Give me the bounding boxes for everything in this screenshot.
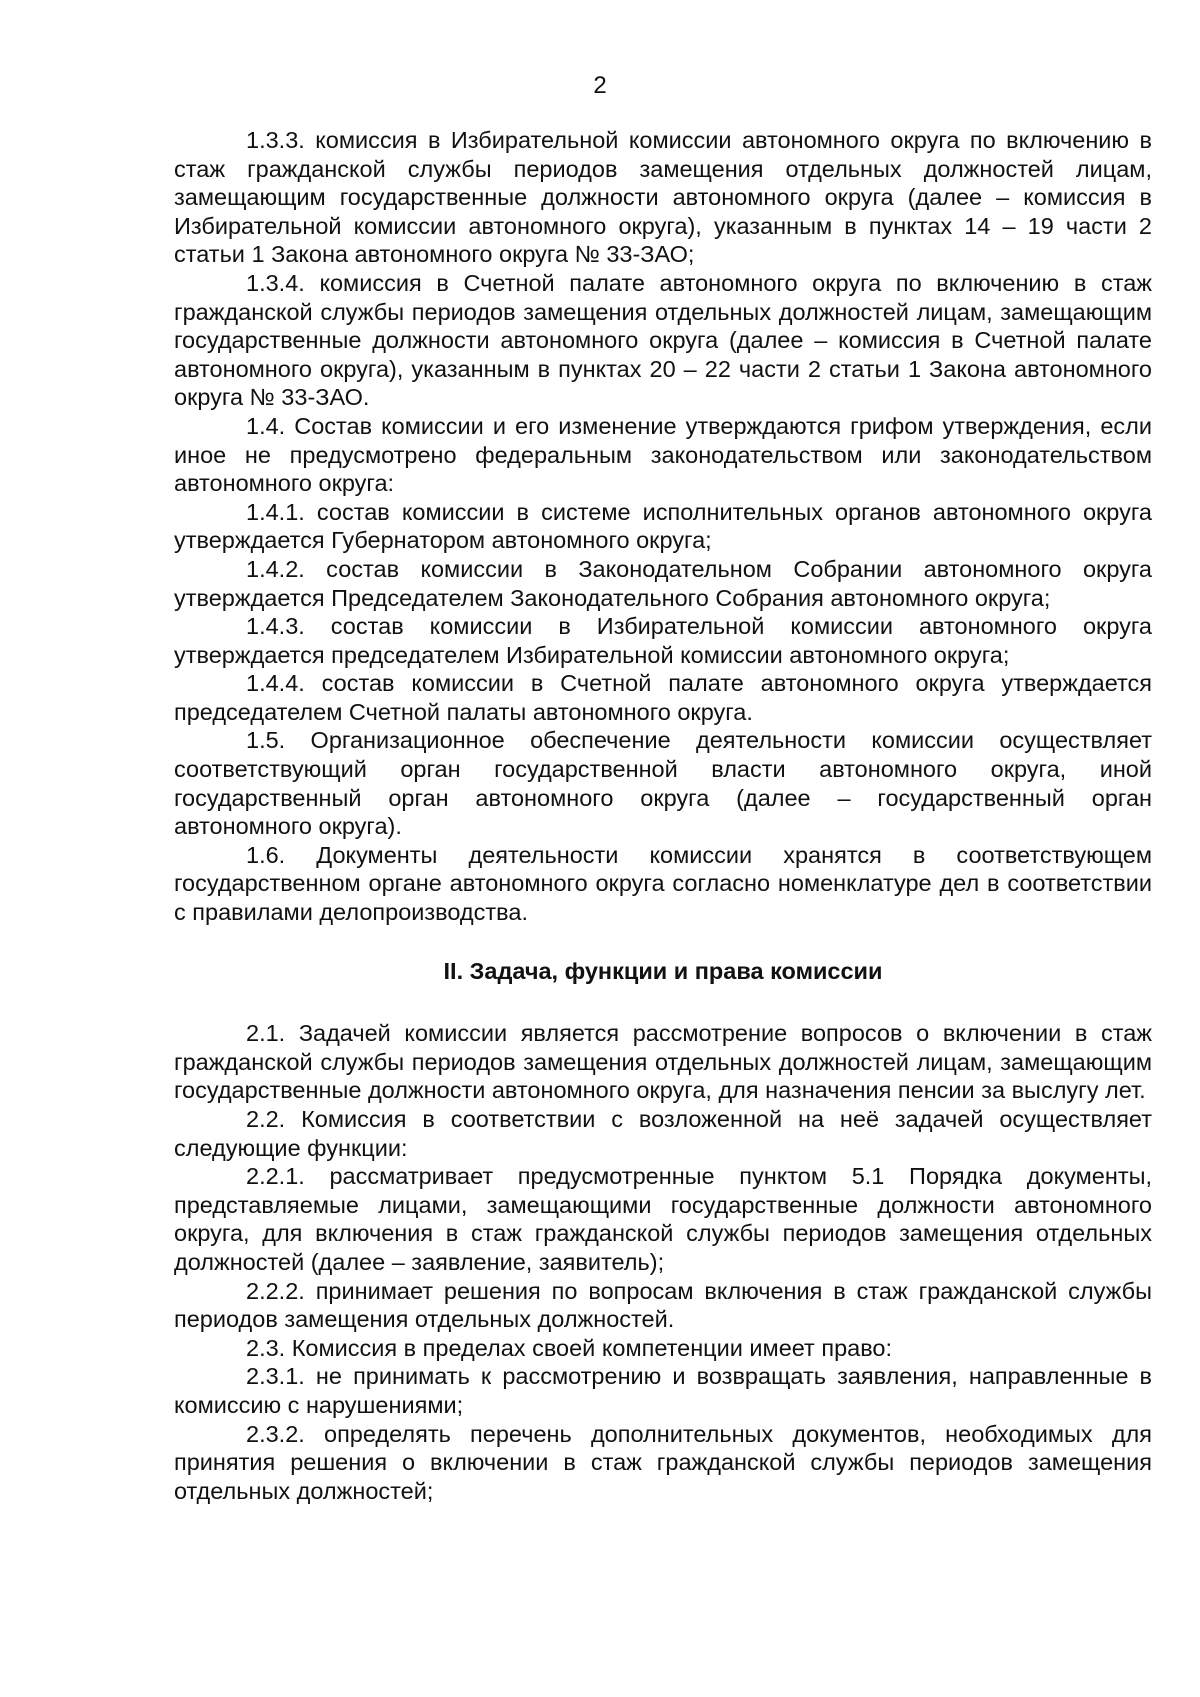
page-number: 2 <box>593 72 607 99</box>
paragraph-2-2: 2.2. Комиссия в соответствии с возложенной на неё задачей осуществляет следующие функции: <box>174 1106 1152 1161</box>
paragraph-1-4-2: 1.4.2. состав комиссии в Законодательном Собрании автономного округа утверждается Председателем Законодательного Собрания автономного округа; <box>174 555 1152 611</box>
paragraph-1-3-3: 1.3.3. комиссия в Избирательной комиссии автономного округа по включению в стаж гражданской службы периодов замещения отдельных должностей лицам, замещающим государственные должности автономного округа (далее – комиссия в Избирательной комиссии автономного округа), указанным в пунктах 14 – 19 части 2 статьи 1 Закона автономного округа № 33-ЗАО; <box>174 127 1152 268</box>
paragraph-2-2-2: 2.2.2. принимает решения по вопросам включения в стаж гражданской службы периодов замещения отдельных должностей. <box>174 1277 1152 1333</box>
paragraph-1-3-4: 1.3.4. комиссия в Счетной палате автономного округа по включению в стаж гражданской службы периодов замещения отдельных должностей лицам, замещающим государственные должности автономного округа (далее – комиссия в Счетной палате автономного округа), указанным в пунктах 20 – 22 части 2 статьи 1 Закона автономного округа № 33-ЗАО. <box>174 269 1152 411</box>
paragraph-1-4-4: 1.4.4. состав комиссии в Счетной палате автономного округа утверждается председателем Счетной палаты автономного округа. <box>174 670 1152 725</box>
paragraph-2-3-1: 2.3.1. не принимать к рассмотрению и возвращать заявления, направленные в комиссию с нарушениями; <box>174 1363 1152 1418</box>
paragraph-2-1: 2.1. Задачей комиссии является рассмотрение вопросов о включении в стаж гражданской службы периодов замещения отдельных должностей лицам, замещающим государственные должности автономного округа, для назначения пенсии за выслугу лет. <box>174 1020 1152 1104</box>
paragraph-2-3-2: 2.3.2. определять перечень дополнительных документов, необходимых для принятия решения о включении в стаж гражданской службы периодов замещения отдельных должностей; <box>174 1420 1152 1504</box>
paragraph-1-6: 1.6. Документы деятельности комиссии хранятся в соответствующем государственном органе автономного округа согласно номенклатуре дел в соответствии с правилами делопроизводства. <box>174 841 1152 926</box>
paragraph-1-4: 1.4. Состав комиссии и его изменение утверждаются грифом утверждения, если иное не предусмотрено федеральным законодательством или законодательством автономного округа: <box>174 412 1152 497</box>
section-heading: II. Задача, функции и права комиссии <box>443 957 883 984</box>
paragraph-1-4-1: 1.4.1. состав комиссии в системе исполнительных органов автономного округа утверждается Губернатором автономного округа; <box>174 498 1152 554</box>
paragraph-1-5: 1.5. Организационное обеспечение деятельности комиссии осуществляет соответствующий орган государственной власти автономного округа, иной государственный орган автономного округа (далее – государственный орган автономного округа). <box>174 727 1152 840</box>
paragraph-2-2-1: 2.2.1. рассматривает предусмотренные пунктом 5.1 Порядка документы, представляемые лицами, замещающими государственные должности автономного округа, для включения в стаж гражданской службы периодов замещения отдельных должностей (далее – заявление, заявитель); <box>174 1163 1152 1275</box>
paragraph-2-3: 2.3. Комиссия в пределах своей компетенции имеет право: <box>246 1334 893 1361</box>
document-body <box>174 126 1152 1505</box>
paragraph-1-4-3: 1.4.3. состав комиссии в Избирательной комиссии автономного округа утверждается председателем Избирательной комиссии автономного округа; <box>174 613 1152 668</box>
